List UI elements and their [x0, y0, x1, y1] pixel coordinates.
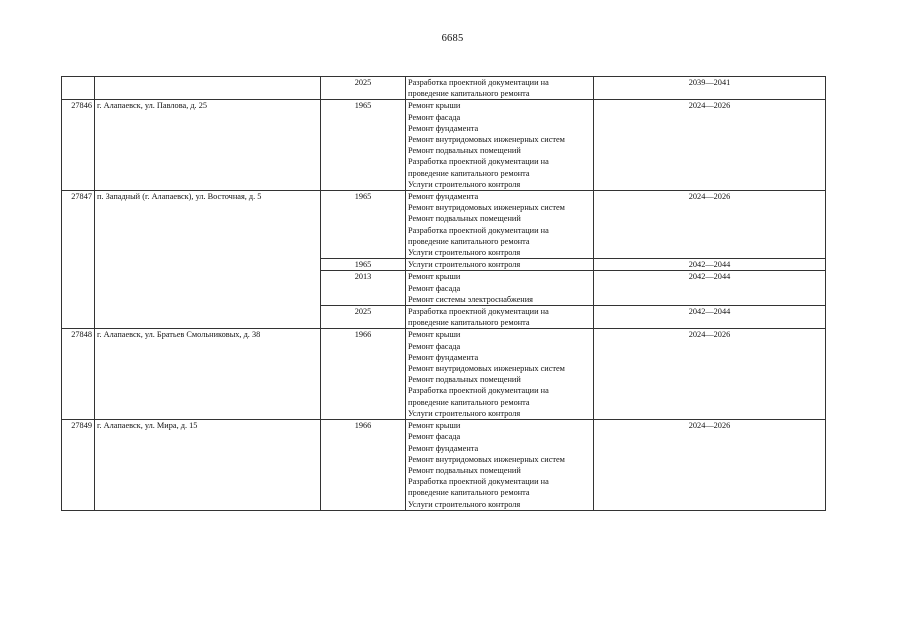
repair-schedule-table [61, 76, 826, 511]
commissioning-year-cell: 1965 [321, 191, 406, 259]
work-item: Услуги строительного контроля [408, 408, 521, 418]
work-item: Ремонт подвальных помещений [408, 375, 521, 385]
repair-period-cell: 2024—2026 [594, 191, 826, 259]
works-list-cell [406, 100, 594, 191]
commissioning-year-cell: 2013 [321, 271, 406, 306]
commissioning-year-cell: 1965 [321, 100, 406, 191]
work-item: проведение капитального ремонта [408, 236, 530, 246]
work-item: проведение капитального ремонта [408, 488, 530, 498]
work-item: Ремонт внутридомовых инженерных систем [408, 135, 565, 145]
repair-schedule-body [62, 77, 826, 511]
repair-period-cell: 2024—2026 [594, 100, 826, 191]
house-number-cell [62, 77, 95, 100]
work-item: проведение капитального ремонта [408, 168, 530, 178]
commissioning-year-cell: 2025 [321, 306, 406, 329]
repair-period-cell: 2024—2026 [594, 329, 826, 420]
work-item: Услуги строительного контроля [408, 179, 521, 189]
work-item: Услуги строительного контроля [408, 260, 521, 270]
table-row [62, 100, 826, 191]
table-row [62, 191, 826, 259]
work-item: Ремонт фундамента [408, 192, 479, 202]
house-number-cell: 27846 [62, 100, 95, 191]
works-list-cell [406, 306, 594, 329]
commissioning-year-cell: 1965 [321, 259, 406, 271]
work-item: Услуги строительного контроля [408, 499, 521, 509]
table-row [62, 420, 826, 511]
work-item: Ремонт внутридомовых инженерных систем [408, 364, 565, 374]
work-item: Ремонт крыши [408, 272, 461, 282]
work-item: Разработка проектной документации на [408, 386, 549, 396]
works-list-cell [406, 259, 594, 271]
table-row [62, 77, 826, 100]
work-item: проведение капитального ремонта [408, 318, 530, 328]
repair-period-cell: 2042—2044 [594, 271, 826, 306]
work-item: Ремонт подвальных помещений [408, 214, 521, 224]
work-item: Ремонт внутридомовых инженерных систем [408, 203, 565, 213]
work-item: Ремонт крыши [408, 101, 461, 111]
work-item: Ремонт крыши [408, 330, 461, 340]
work-item: Разработка проектной документации на [408, 78, 549, 87]
work-item: Ремонт системы электроснабжения [408, 294, 533, 304]
work-item: Ремонт подвальных помещений [408, 465, 521, 475]
repair-period-cell: 2024—2026 [594, 420, 826, 511]
work-item: Ремонт фасада [408, 283, 461, 293]
address-cell: г. Алапаевск, ул. Павлова, д. 25 [95, 100, 321, 191]
work-item: Ремонт фундамента [408, 443, 479, 453]
works-list-cell [406, 191, 594, 259]
page-number: 6685 [441, 33, 464, 44]
house-number-cell: 27849 [62, 420, 95, 511]
work-item: Разработка проектной документации на [408, 307, 549, 317]
repair-period-cell: 2042—2044 [594, 259, 826, 271]
work-item: проведение капитального ремонта [408, 397, 530, 407]
address-cell: п. Западный (г. Алапаевск), ул. Восточная, д. 5 [95, 191, 321, 329]
work-item: Ремонт фундамента [408, 123, 479, 133]
work-item: Ремонт подвальных помещений [408, 146, 521, 156]
work-item: Ремонт фасада [408, 341, 461, 351]
work-item: Разработка проектной документации на [408, 225, 549, 235]
work-item: Ремонт фасада [408, 112, 461, 122]
address-cell: г. Алапаевск, ул. Братьев Смольниковых, д. 38 [95, 329, 321, 420]
works-list-cell [406, 77, 594, 100]
repair-period-cell: 2039—2041 [594, 77, 826, 100]
commissioning-year-cell: 1966 [321, 329, 406, 420]
works-list-cell [406, 420, 594, 511]
work-item: Разработка проектной документации на [408, 477, 549, 487]
work-item: проведение капитального ремонта [408, 89, 530, 99]
works-list-cell [406, 329, 594, 420]
repair-period-cell: 2042—2044 [594, 306, 826, 329]
address-cell [95, 77, 321, 100]
work-item: Ремонт внутридомовых инженерных систем [408, 454, 565, 464]
house-number-cell: 27848 [62, 329, 95, 420]
work-item: Ремонт фундамента [408, 352, 479, 362]
work-item: Разработка проектной документации на [408, 157, 549, 167]
house-number-cell: 27847 [62, 191, 95, 329]
table-row [62, 329, 826, 420]
commissioning-year-cell: 2025 [321, 77, 406, 100]
address-cell: г. Алапаевск, ул. Мира, д. 15 [95, 420, 321, 511]
work-item: Ремонт фасада [408, 432, 461, 442]
work-item: Услуги строительного контроля [408, 248, 521, 258]
works-list-cell [406, 271, 594, 306]
work-item: Ремонт крыши [408, 421, 461, 431]
commissioning-year-cell: 1966 [321, 420, 406, 511]
